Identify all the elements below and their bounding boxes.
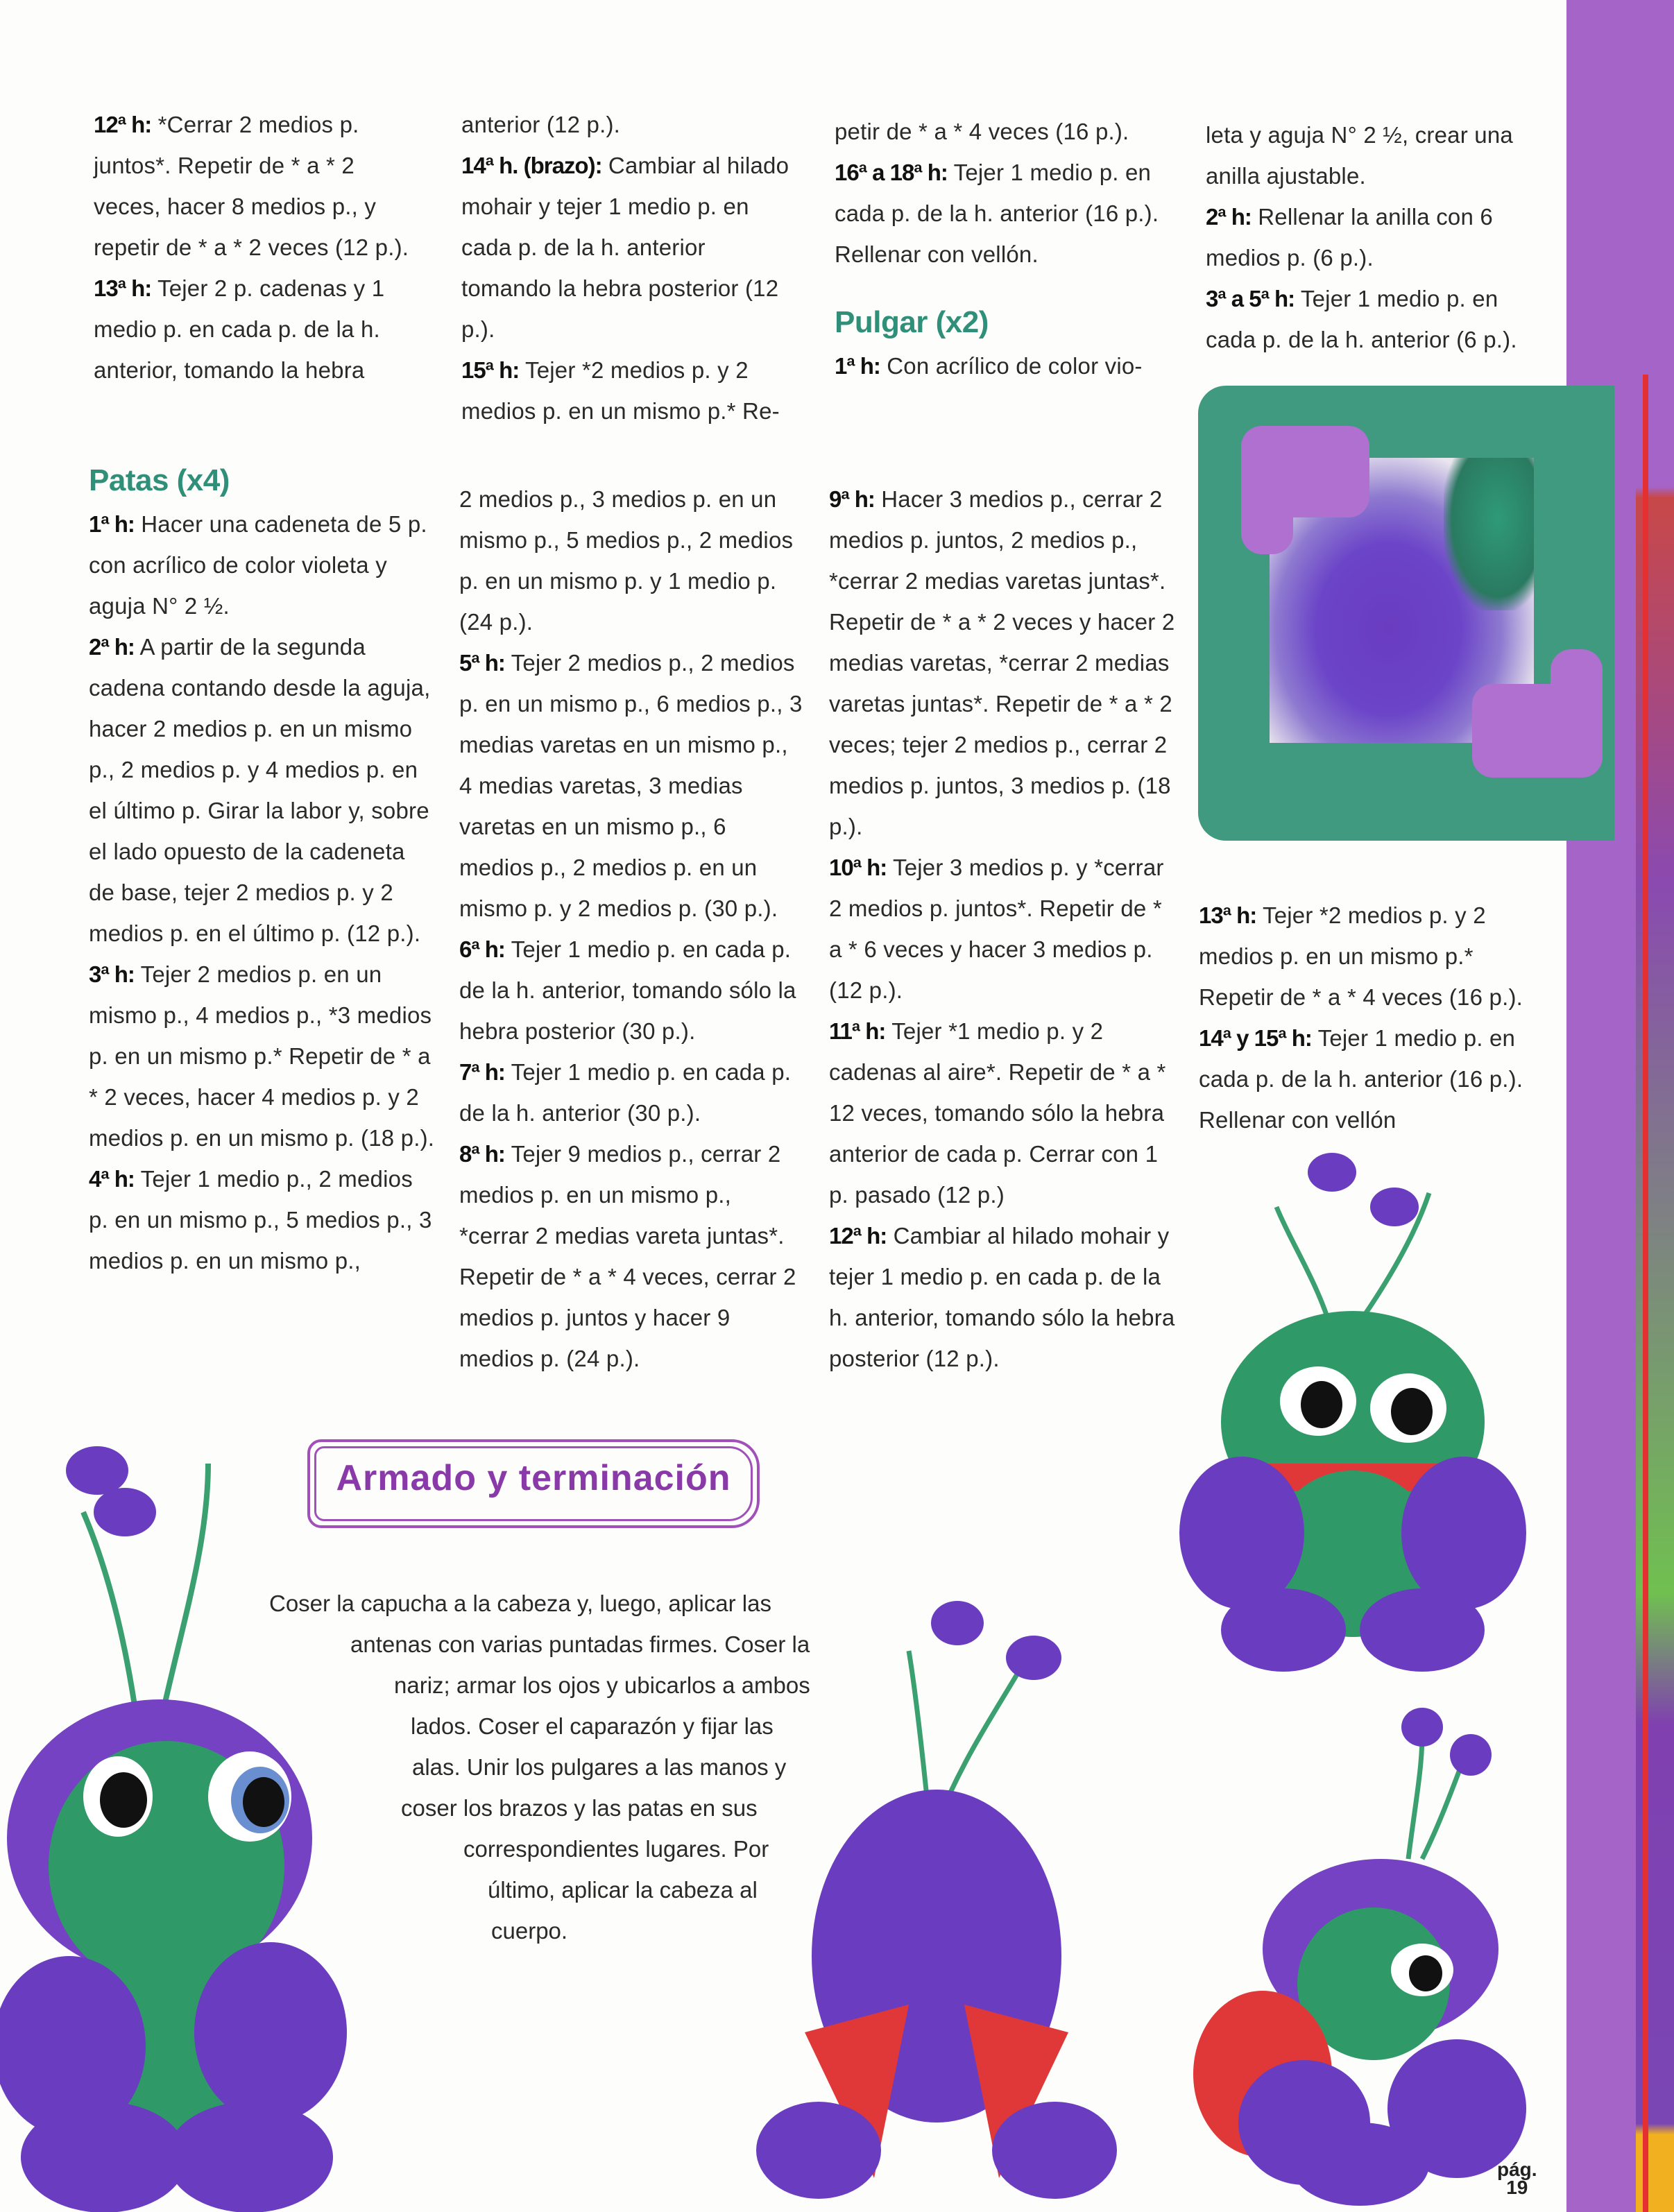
patas-col-2 xyxy=(459,479,806,1379)
instruction-row: 2 medios p., 3 medios p. en un mismo p., 5 medios p., 2 medios p. en un mismo p. y 1 medio p. (24 p.). xyxy=(459,486,794,635)
page-edge-sidebar xyxy=(1566,0,1636,2212)
assembly-line: correspondientes lugares. Por xyxy=(463,1836,769,1862)
assembly-title: Armado y terminación xyxy=(336,1458,731,1498)
page-number-label: pág. xyxy=(1497,2159,1537,2180)
section-heading-pulgar: Pulgar (x2) xyxy=(835,305,989,339)
amigurumi-bug-photo-side xyxy=(1179,1144,1540,1672)
assembly-line: antenas con varias puntadas firmes. Coser la xyxy=(350,1631,810,1657)
instruction-row: petir de * a * 4 veces (16 p.). xyxy=(835,119,1129,144)
instruction-row: 14ª y 15ª h: Tejer 1 medio p. en cada p. de la h. anterior (16 p.). Rellenar con vellón xyxy=(1199,1025,1523,1133)
instruction-row: 16ª a 18ª h: Tejer 1 medio p. en cada p. de la h. anterior (16 p.). Rellenar con vellón. xyxy=(835,160,1159,267)
instruction-row: 7ª h: Tejer 1 medio p. en cada p. de la h. anterior (30 p.). xyxy=(459,1059,792,1126)
instruction-row: 3ª a 5ª h: Tejer 1 medio p. en cada p. de la h. anterior (6 p.). xyxy=(1206,286,1517,352)
amigurumi-bug-photo-small xyxy=(1179,1679,1554,2212)
patas-col-4 xyxy=(1199,895,1546,1140)
instruction-row: 8ª h: Tejer 9 medios p., cerrar 2 medios p. en un mismo p., *cerrar 2 medias vareta juntas*. Repetir de * a * 4 veces, cerrar 2 medios p. juntos y hacer 9 medios p. (24 p.). xyxy=(459,1141,796,1371)
instruction-row: 1ª h: Con acrílico de color vio- xyxy=(835,353,1143,379)
assembly-line: nariz; armar los ojos y ubicarlos a ambos xyxy=(394,1672,810,1698)
frame-corner-top-left-stem xyxy=(1241,426,1293,554)
amigurumi-bug-photo-back xyxy=(735,1581,1124,2212)
detail-photo-frame xyxy=(1198,386,1614,841)
instruction-row: 10ª h: Tejer 3 medios p. y *cerrar 2 medios p. juntos*. Repetir de * a * 6 veces y hacer 3 medios p. (12 p.). xyxy=(829,855,1164,1003)
top-col-4 xyxy=(1206,114,1546,360)
instruction-row: 2ª h: A partir de la segunda cadena contando desde la aguja, hacer 2 medios p. en un mismo p., 2 medios p. y 4 medios p. en el último p. Girar la labor y, sobre el lado opuesto de la cadeneta de base, tejer 2 medios p. y 2 medios p. en el último p. (12 p.). xyxy=(89,634,431,946)
instruction-row: 5ª h: Tejer 2 medios p., 2 medios p. en un mismo p., 6 medios p., 3 medias varetas en un mismo p., 4 medias varetas, 3 medias varetas en un mismo p., 6 medios p., 2 medios p. en un mismo p. y 2 medios p. (30 p.). xyxy=(459,650,803,921)
instruction-row: 15ª h: Tejer *2 medios p. y 2 medios p. en un mismo p.* Re- xyxy=(461,357,780,424)
amigurumi-bug-photo-front xyxy=(0,1422,388,2212)
assembly-line: último, aplicar la cabeza al xyxy=(488,1877,758,1903)
page-edge-strip xyxy=(1636,0,1674,2212)
patas-col-3 xyxy=(829,479,1176,1379)
top-col-1 xyxy=(94,104,427,391)
top-col-2 xyxy=(461,104,794,431)
assembly-line: cuerpo. xyxy=(491,1918,568,1944)
assembly-line: lados. Coser el caparazón y fijar las xyxy=(411,1713,774,1739)
instruction-row: 12ª h: Cambiar al hilado mohair y tejer 1 medio p. en cada p. de la h. anterior, tomando sólo la hebra posterior (12 p.). xyxy=(829,1223,1175,1371)
instruction-row: 14ª h. (brazo): Cambiar al hilado mohair y tejer 1 medio p. en cada p. de la h. anterior tomando la hebra posterior (12 p.). xyxy=(461,153,789,342)
assembly-line: alas. Unir los pulgares a las manos y xyxy=(412,1754,787,1780)
instruction-row: 12ª h: *Cerrar 2 medios p. juntos*. Repetir de * a * 2 veces, hacer 8 medios p., y repetir de * a * 2 veces (12 p.). xyxy=(94,112,409,260)
instruction-row: 13ª h: Tejer *2 medios p. y 2 medios p. en un mismo p.* Repetir de * a * 4 veces (16 p.). xyxy=(1199,902,1523,1010)
frame-corner-bottom-right-stem xyxy=(1551,649,1603,778)
instruction-row: 11ª h: Tejer *1 medio p. y 2 cadenas al aire*. Repetir de * a * 12 veces, tomando sólo la hebra anterior de cada p. Cerrar con 1 p. pasado (12 p.) xyxy=(829,1018,1166,1208)
instruction-row: 9ª h: Hacer 3 medios p., cerrar 2 medios p. juntos, 2 medios p., *cerrar 2 medias varetas juntas*. Repetir de * a * 2 veces y hacer 2 medias varetas, *cerrar 2 medias varetas juntas*. Repetir de * a * 2 veces; tejer 2 medios p., cerrar 2 medios p. juntos, 3 medios p. (18 p.). xyxy=(829,486,1175,839)
page-number xyxy=(1497,2161,1537,2197)
page-number-value: 19 xyxy=(1506,2177,1528,2198)
instruction-row: 6ª h: Tejer 1 medio p. en cada p. de la h. anterior, tomando sólo la hebra posterior (30 p.). xyxy=(459,936,796,1044)
instruction-row: 3ª h: Tejer 2 medios p. en un mismo p., 4 medios p., *3 medios p. en un mismo p.* Repetir de * a * 2 veces, hacer 4 medios p. y 2 medios p. en un mismo p. (18 p.). xyxy=(89,961,435,1151)
page-edge-red-line xyxy=(1643,375,1648,2212)
instruction-row: 2ª h: Rellenar la anilla con 6 medios p. (6 p.). xyxy=(1206,204,1493,271)
instruction-row: leta y aguja N° 2 ½, crear una anilla ajustable. xyxy=(1206,122,1513,189)
instruction-row: 13ª h: Tejer 2 p. cadenas y 1 medio p. en cada p. de la h. anterior, tomando la hebra xyxy=(94,275,385,383)
assembly-line: Coser la capucha a la cabeza y, luego, aplicar las xyxy=(269,1591,771,1616)
patas-col-1 xyxy=(89,458,436,1281)
top-col-3 xyxy=(835,111,1175,386)
assembly-line: coser los brazos y las patas en sus xyxy=(401,1795,758,1821)
instruction-row: anterior (12 p.). xyxy=(461,112,621,137)
instruction-row: 1ª h: Hacer una cadeneta de 5 p. con acrílico de color violeta y aguja N° 2 ½. xyxy=(89,511,427,619)
section-heading-patas: Patas (x4) xyxy=(89,463,230,497)
instruction-row: 4ª h: Tejer 1 medio p., 2 medios p. en un mismo p., 5 medios p., 3 medios p. en un mismo p., xyxy=(89,1166,432,1274)
